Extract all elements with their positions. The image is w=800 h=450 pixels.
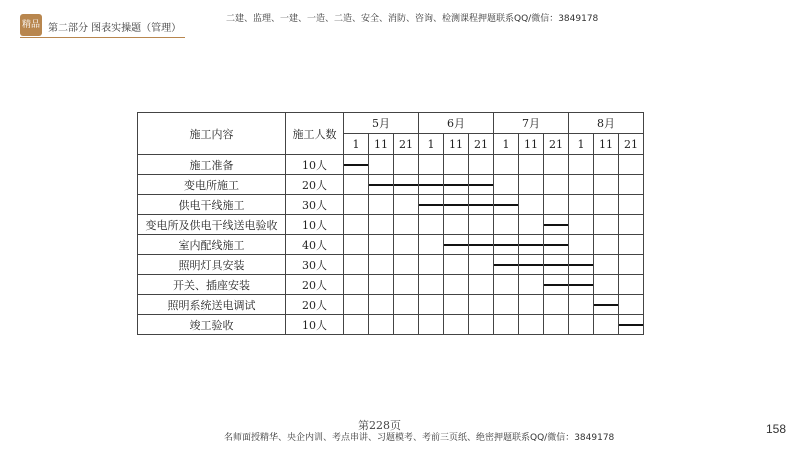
gantt-bar-segment (619, 324, 644, 326)
timeline-cell (344, 195, 369, 215)
gantt-bar-segment (469, 244, 494, 246)
timeline-cell (469, 155, 494, 175)
timeline-cell (494, 155, 519, 175)
worker-count: 30人 (286, 255, 344, 275)
gantt-bar-segment (344, 164, 369, 166)
gantt-bar-segment (394, 184, 419, 186)
gantt-bar-segment (494, 204, 519, 206)
timeline-cell (594, 275, 619, 295)
timeline-cell (344, 255, 369, 275)
task-name: 室内配线施工 (138, 235, 286, 255)
timeline-cell (519, 275, 544, 295)
worker-count: 20人 (286, 275, 344, 295)
timeline-cell (544, 195, 569, 215)
header-month: 7月 (494, 113, 569, 134)
timeline-cell (569, 315, 594, 335)
timeline-cell (419, 295, 444, 315)
timeline-cell (569, 195, 594, 215)
timeline-cell (494, 175, 519, 195)
timeline-cell (394, 235, 419, 255)
timeline-cell (594, 175, 619, 195)
timeline-cell (419, 175, 444, 195)
timeline-cell (594, 195, 619, 215)
gantt-bar-segment (444, 244, 469, 246)
timeline-cell (594, 255, 619, 275)
timeline-cell (369, 275, 394, 295)
table-row (138, 235, 644, 255)
timeline-cell (519, 215, 544, 235)
worker-count: 10人 (286, 315, 344, 335)
timeline-cell (369, 175, 394, 195)
table-row (138, 255, 644, 275)
timeline-cell (344, 275, 369, 295)
header-month: 8月 (569, 113, 644, 134)
timeline-cell (444, 155, 469, 175)
timeline-cell (494, 215, 519, 235)
timeline-cell (519, 195, 544, 215)
header-month: 5月 (344, 113, 419, 134)
task-name: 变电所施工 (138, 175, 286, 195)
gantt-bar-segment (519, 244, 544, 246)
timeline-cell (594, 155, 619, 175)
gantt-bar-segment (419, 184, 444, 186)
timeline-cell (369, 155, 394, 175)
task-name: 照明灯具安装 (138, 255, 286, 275)
table-row (138, 155, 644, 175)
header-divider (20, 37, 185, 38)
worker-count: 30人 (286, 195, 344, 215)
header-month: 6月 (419, 113, 494, 134)
timeline-cell (544, 255, 569, 275)
timeline-cell (469, 275, 494, 295)
gantt-bar-segment (569, 264, 594, 266)
timeline-cell (619, 195, 644, 215)
gantt-bar-segment (494, 264, 519, 266)
table-row (138, 175, 644, 195)
timeline-cell (344, 235, 369, 255)
header-day: 1 (344, 134, 369, 155)
gantt-bar-segment (594, 304, 619, 306)
timeline-cell (519, 235, 544, 255)
task-name: 施工准备 (138, 155, 286, 175)
timeline-cell (369, 255, 394, 275)
timeline-cell (419, 315, 444, 335)
gantt-bar-segment (544, 244, 569, 246)
timeline-cell (569, 215, 594, 235)
task-name: 供电干线施工 (138, 195, 286, 215)
gantt-bar-segment (494, 244, 519, 246)
timeline-cell (519, 315, 544, 335)
timeline-cell (544, 275, 569, 295)
timeline-cell (369, 235, 394, 255)
timeline-cell (444, 175, 469, 195)
timeline-cell (419, 235, 444, 255)
gantt-bar-segment (544, 224, 569, 226)
gantt-schedule-table (137, 112, 644, 335)
timeline-cell (469, 255, 494, 275)
worker-count: 10人 (286, 155, 344, 175)
timeline-cell (594, 215, 619, 235)
timeline-cell (569, 275, 594, 295)
timeline-cell (419, 195, 444, 215)
timeline-cell (444, 275, 469, 295)
timeline-cell (419, 275, 444, 295)
timeline-cell (494, 295, 519, 315)
timeline-cell (594, 315, 619, 335)
gantt-bar-segment (369, 184, 394, 186)
timeline-cell (544, 235, 569, 255)
task-name: 开关、插座安装 (138, 275, 286, 295)
timeline-cell (419, 155, 444, 175)
timeline-cell (369, 295, 394, 315)
timeline-cell (594, 235, 619, 255)
header-day: 21 (544, 134, 569, 155)
gantt-bar-segment (419, 204, 444, 206)
top-banner: 二建、监理、一建、一造、二造、安全、消防、咨询、检测课程押题联系QQ/微信：3849178 (226, 14, 599, 24)
timeline-cell (369, 195, 394, 215)
gantt-bar-segment (469, 204, 494, 206)
timeline-cell (344, 175, 369, 195)
table-row (138, 195, 644, 215)
page-number-label: 第228页 (358, 419, 401, 432)
corner-page-number: 158 (765, 422, 786, 436)
gantt-bar-segment (569, 284, 594, 286)
timeline-cell (444, 295, 469, 315)
timeline-cell (444, 235, 469, 255)
timeline-cell (344, 295, 369, 315)
worker-count: 20人 (286, 175, 344, 195)
header-day: 21 (469, 134, 494, 155)
timeline-cell (494, 235, 519, 255)
timeline-cell (619, 235, 644, 255)
header-day: 1 (419, 134, 444, 155)
timeline-cell (619, 295, 644, 315)
timeline-cell (394, 215, 419, 235)
timeline-cell (469, 235, 494, 255)
timeline-cell (419, 255, 444, 275)
timeline-cell (619, 255, 644, 275)
timeline-cell (569, 295, 594, 315)
timeline-cell (444, 215, 469, 235)
timeline-cell (569, 155, 594, 175)
timeline-cell (469, 175, 494, 195)
timeline-cell (619, 175, 644, 195)
timeline-cell (569, 175, 594, 195)
task-name: 照明系统送电调试 (138, 295, 286, 315)
timeline-cell (344, 215, 369, 235)
timeline-cell (469, 315, 494, 335)
gantt-bar-segment (469, 184, 494, 186)
table-row (138, 295, 644, 315)
header-day: 11 (519, 134, 544, 155)
worker-count: 40人 (286, 235, 344, 255)
table-row (138, 315, 644, 335)
header-day: 21 (394, 134, 419, 155)
timeline-cell (544, 215, 569, 235)
timeline-cell (394, 195, 419, 215)
table-row (138, 215, 644, 235)
timeline-cell (519, 255, 544, 275)
timeline-cell (444, 195, 469, 215)
timeline-cell (444, 255, 469, 275)
timeline-cell (419, 215, 444, 235)
header-day: 11 (444, 134, 469, 155)
timeline-cell (619, 155, 644, 175)
header-day: 21 (619, 134, 644, 155)
timeline-cell (519, 155, 544, 175)
timeline-cell (544, 175, 569, 195)
timeline-cell (344, 315, 369, 335)
timeline-cell (469, 195, 494, 215)
timeline-cell (369, 315, 394, 335)
timeline-cell (594, 295, 619, 315)
timeline-cell (619, 275, 644, 295)
timeline-cell (494, 195, 519, 215)
timeline-cell (619, 315, 644, 335)
timeline-cell (344, 155, 369, 175)
timeline-cell (394, 315, 419, 335)
gantt-bar-segment (544, 284, 569, 286)
timeline-cell (544, 295, 569, 315)
header-day: 1 (569, 134, 594, 155)
header-day: 1 (494, 134, 519, 155)
worker-count: 20人 (286, 295, 344, 315)
worker-count: 10人 (286, 215, 344, 235)
task-name: 竣工验收 (138, 315, 286, 335)
gantt-bar-segment (519, 264, 544, 266)
brand-logo-icon: 精品 (20, 14, 42, 36)
timeline-cell (394, 275, 419, 295)
task-name: 变电所及供电干线送电验收 (138, 215, 286, 235)
timeline-cell (394, 255, 419, 275)
timeline-cell (544, 315, 569, 335)
header-day: 11 (369, 134, 394, 155)
header-workers: 施工人数 (286, 113, 344, 155)
table-row (138, 275, 644, 295)
gantt-bar-segment (444, 204, 469, 206)
timeline-cell (394, 295, 419, 315)
gantt-bar-segment (544, 264, 569, 266)
timeline-cell (544, 155, 569, 175)
gantt-bar-segment (444, 184, 469, 186)
timeline-cell (494, 315, 519, 335)
timeline-cell (494, 255, 519, 275)
timeline-cell (519, 175, 544, 195)
header-task: 施工内容 (138, 113, 286, 155)
timeline-cell (619, 215, 644, 235)
timeline-cell (469, 295, 494, 315)
timeline-cell (519, 295, 544, 315)
timeline-cell (394, 155, 419, 175)
timeline-cell (369, 215, 394, 235)
timeline-cell (569, 255, 594, 275)
timeline-cell (394, 175, 419, 195)
timeline-cell (469, 215, 494, 235)
section-title: 第二部分 图表实操题（管理） (48, 23, 182, 34)
timeline-cell (494, 275, 519, 295)
timeline-cell (569, 235, 594, 255)
header-day: 11 (594, 134, 619, 155)
bottom-banner: 名师面授精华、央企内训、考点串讲、习题模考、考前三页纸、绝密押题联系QQ/微信：3849178 (224, 433, 615, 443)
timeline-cell (444, 315, 469, 335)
